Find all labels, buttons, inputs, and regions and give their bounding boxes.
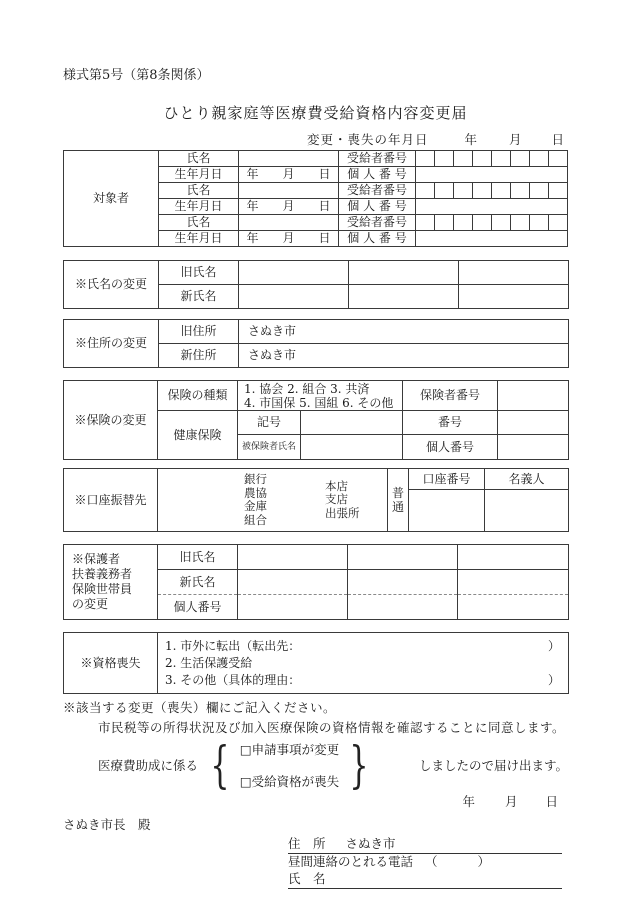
- digit-cell: [511, 215, 530, 231]
- bank-type: 農協: [244, 485, 267, 500]
- insurer-no-label-cell: 保険者番号: [403, 381, 498, 411]
- table-row: [64, 545, 569, 570]
- guardian-personal-no-label-cell: 個人番号: [158, 595, 238, 620]
- new-address-label-cell: 新住所: [159, 344, 239, 368]
- phone-paren-open: （: [425, 854, 438, 869]
- left-brace: {: [210, 736, 230, 794]
- phone-paren-close: ）: [477, 854, 491, 869]
- old-address-value-cell: さぬき市: [239, 320, 569, 344]
- disqualification-item-3-text: 3. その他（具体的理由：: [165, 672, 301, 687]
- old-name-value-cell: [349, 261, 459, 285]
- guardian-header-line: ※保護者: [72, 552, 121, 566]
- table-row: [64, 261, 569, 285]
- option-loss-of-eligibility: [240, 772, 339, 790]
- option-application-change: [240, 740, 339, 758]
- signature-phone-row: [288, 854, 562, 871]
- guardian-header-line: 保険世帯員: [72, 582, 133, 596]
- old-address-label-cell: 旧住所: [159, 320, 239, 344]
- consent-statement: 市民税等の所得状況及び加入医療保険の資格情報を確認することに同意します。: [98, 720, 566, 735]
- table-row: [64, 320, 569, 344]
- declaration-options: [240, 740, 339, 790]
- digit-cell: [511, 151, 530, 167]
- checkbox-application-change-icon: □: [239, 742, 252, 757]
- disqualification-item-3-paren: ）: [547, 672, 560, 687]
- branch-type: 支店: [325, 492, 348, 507]
- insurance-change-header: ※保険の変更: [64, 381, 158, 460]
- name-change-table: [63, 260, 569, 309]
- table-row: [64, 633, 569, 694]
- number-label-cell: 番号: [403, 411, 498, 435]
- guardian-personal-no-value-cell: [238, 595, 348, 620]
- insurance-personal-no-value-cell: [498, 435, 569, 460]
- month-label: 月: [508, 132, 522, 147]
- address-value: さぬき市: [345, 836, 396, 851]
- digit-cell: [492, 215, 511, 231]
- option-loss-of-eligibility-label: 受給資格が喪失: [251, 774, 340, 789]
- digit-cell: [530, 215, 549, 231]
- declaration-row: [98, 736, 568, 794]
- personal-no-value-cell: [416, 199, 568, 215]
- digit-cell: [454, 183, 473, 199]
- disqualification-table: [63, 632, 569, 694]
- bank-type: 金庫: [244, 499, 267, 513]
- holder-value-cell: [485, 490, 569, 532]
- declaration-suffix: しましたので届け出ます。: [418, 758, 568, 773]
- name-value-cell: [239, 151, 339, 167]
- personal-no-value-cell: [416, 167, 568, 183]
- insurance-type-options-line1: 1. 協会 2. 組合 3. 共済: [244, 381, 370, 396]
- digit-cell: [549, 215, 568, 231]
- change-date-line: [63, 130, 568, 148]
- digit-cell: [492, 183, 511, 199]
- disqualification-header: ※資格喪失: [64, 633, 158, 694]
- symbol-value-cell: [301, 411, 403, 435]
- old-name-value-cell: [459, 261, 569, 285]
- name-label-cell: 氏名: [159, 151, 239, 167]
- change-date-label: 変更・喪失の年月日: [306, 132, 429, 147]
- option-application-change-label: 申請事項が変更: [251, 742, 340, 757]
- personal-no-label-cell: 個 人 番 号: [339, 167, 416, 183]
- month-label: 月: [504, 794, 518, 809]
- right-brace: }: [349, 736, 369, 794]
- digit-cell: [473, 183, 492, 199]
- table-row: [64, 469, 569, 490]
- branch-type-list: [325, 480, 360, 521]
- signature-address-row: [288, 836, 562, 854]
- bank-branch-cell: [158, 469, 388, 532]
- digit-cell: [530, 183, 549, 199]
- address-change-header: ※住所の変更: [64, 320, 159, 368]
- branch-type: 本店: [325, 478, 348, 493]
- bank-transfer-table: [63, 468, 569, 532]
- digit-cell: [549, 151, 568, 167]
- submission-date-line: [63, 792, 568, 810]
- new-address-value-cell: さぬき市: [239, 344, 569, 368]
- insurance-type-options-line2: 4. 市国保 5. 国組 6. その他: [244, 395, 394, 410]
- new-name-value-cell: [459, 285, 569, 309]
- insurance-change-table: [63, 380, 569, 460]
- guardian-new-name-label-cell: 新氏名: [158, 570, 238, 595]
- birth-value-cell: 年 月 日: [239, 167, 339, 183]
- table-row: [64, 381, 569, 411]
- old-name-label-cell: 旧氏名: [159, 261, 239, 285]
- disqualification-item-1: [165, 638, 560, 655]
- birth-value-cell: 年 月 日: [239, 199, 339, 215]
- digit-cell: [473, 151, 492, 167]
- insured-name-label-cell: 被保険者氏名: [238, 435, 301, 460]
- subsidy-prefix: 医療費助成に係る: [98, 758, 199, 773]
- guardian-new-name-value-cell: [348, 570, 458, 595]
- insurer-no-value-cell: [498, 381, 569, 411]
- disqualification-item-2: 2. 生活保護受給: [165, 655, 253, 670]
- target-person-header: 対象者: [64, 151, 159, 247]
- new-name-value-cell: [349, 285, 459, 309]
- disqualification-items-cell: [158, 633, 569, 694]
- digit-cell: [435, 151, 454, 167]
- name-change-header: ※氏名の変更: [64, 261, 159, 309]
- year-label: 年: [464, 132, 477, 147]
- guardian-new-name-value-cell: [458, 570, 569, 595]
- guardian-old-name-value-cell: [238, 545, 348, 570]
- guardian-header-line: の変更: [72, 597, 109, 611]
- bank-transfer-header: ※口座振替先: [64, 469, 158, 532]
- new-name-label-cell: 新氏名: [159, 285, 239, 309]
- digit-cell: [530, 151, 549, 167]
- name-value-cell: [239, 215, 339, 231]
- symbol-label-cell: 記号: [238, 411, 301, 435]
- year-label: 年: [462, 794, 475, 809]
- disqualification-item-1-text: 1. 市外に転出（転出先：: [165, 638, 301, 653]
- digit-cell: [416, 183, 435, 199]
- birth-label-cell: 生年月日: [159, 199, 239, 215]
- account-no-value-cell: [409, 490, 485, 532]
- digit-cell: [435, 183, 454, 199]
- account-type-cell: 普通: [388, 469, 409, 532]
- personal-no-label-cell: 個 人 番 号: [339, 231, 416, 247]
- personal-no-value-cell: [416, 231, 568, 247]
- recipient-no-label-cell: 受給者番号: [339, 183, 416, 199]
- address-label: 住 所: [288, 836, 326, 851]
- holder-label-cell: 名義人: [485, 469, 569, 490]
- bank-type-list: [244, 473, 267, 527]
- birth-label-cell: 生年月日: [159, 167, 239, 183]
- guardian-new-name-value-cell: [238, 570, 348, 595]
- guardian-header-line: 扶養義務者: [72, 567, 133, 581]
- digit-cell: [454, 151, 473, 167]
- birth-label-cell: 生年月日: [159, 231, 239, 247]
- digit-cell: [549, 183, 568, 199]
- signature-name-row: [288, 871, 562, 889]
- new-name-value-cell: [239, 285, 349, 309]
- guardian-old-name-value-cell: [348, 545, 458, 570]
- address-change-table: [63, 319, 569, 368]
- guardian-change-table: [63, 544, 569, 620]
- health-insurance-label-cell: 健康保険: [158, 411, 238, 460]
- branch-type: 出張所: [325, 505, 360, 520]
- insurance-personal-no-label-cell: 個人番号: [403, 435, 498, 460]
- digit-cell: [416, 215, 435, 231]
- name-label-cell: 氏名: [159, 183, 239, 199]
- digit-cell: [416, 151, 435, 167]
- insured-name-value-cell: [301, 435, 403, 460]
- digit-cell: [473, 215, 492, 231]
- form-number: 様式第5号（第8条関係）: [63, 68, 210, 83]
- guardian-personal-no-value-cell: [348, 595, 458, 620]
- number-value-cell: [498, 411, 569, 435]
- personal-no-label-cell: 個 人 番 号: [339, 199, 416, 215]
- disqualification-item-1-paren: ）: [547, 638, 560, 653]
- old-name-value-cell: [239, 261, 349, 285]
- account-no-label-cell: 口座番号: [409, 469, 485, 490]
- page-title: ひとり親家庭等医療費受給資格内容変更届: [163, 104, 468, 122]
- target-person-table: [63, 150, 568, 247]
- digit-cell: [435, 215, 454, 231]
- guardian-old-name-value-cell: [458, 545, 569, 570]
- day-label: 日: [551, 132, 564, 147]
- day-label: 日: [545, 794, 558, 809]
- name-label-cell: 氏名: [159, 215, 239, 231]
- recipient-no-label-cell: 受給者番号: [339, 215, 416, 231]
- name-value-cell: [239, 183, 339, 199]
- birth-value-cell: 年 月 日: [239, 231, 339, 247]
- insurance-type-options-cell: [238, 381, 403, 411]
- guardian-change-header: [64, 545, 158, 620]
- signature-block: [288, 836, 562, 889]
- name-label: 氏 名: [288, 871, 326, 886]
- digit-cell: [511, 183, 530, 199]
- table-row: [64, 151, 568, 167]
- bank-type: 組合: [244, 512, 267, 527]
- guardian-old-name-label-cell: 旧氏名: [158, 545, 238, 570]
- bank-type: 銀行: [244, 472, 267, 486]
- digit-cell: [454, 215, 473, 231]
- fill-note: ※該当する変更（喪失）欄にご記入ください。: [63, 700, 337, 715]
- addressee-line: さぬき市長 殿: [63, 817, 151, 832]
- guardian-personal-no-value-cell: [458, 595, 569, 620]
- phone-label: 昼間連絡のとれる電話: [288, 854, 414, 869]
- recipient-no-label-cell: 受給者番号: [339, 151, 416, 167]
- disqualification-item-3: [165, 672, 560, 689]
- digit-cell: [492, 151, 511, 167]
- insurance-type-label-cell: 保険の種類: [158, 381, 238, 411]
- checkbox-loss-of-eligibility-icon: □: [239, 774, 252, 789]
